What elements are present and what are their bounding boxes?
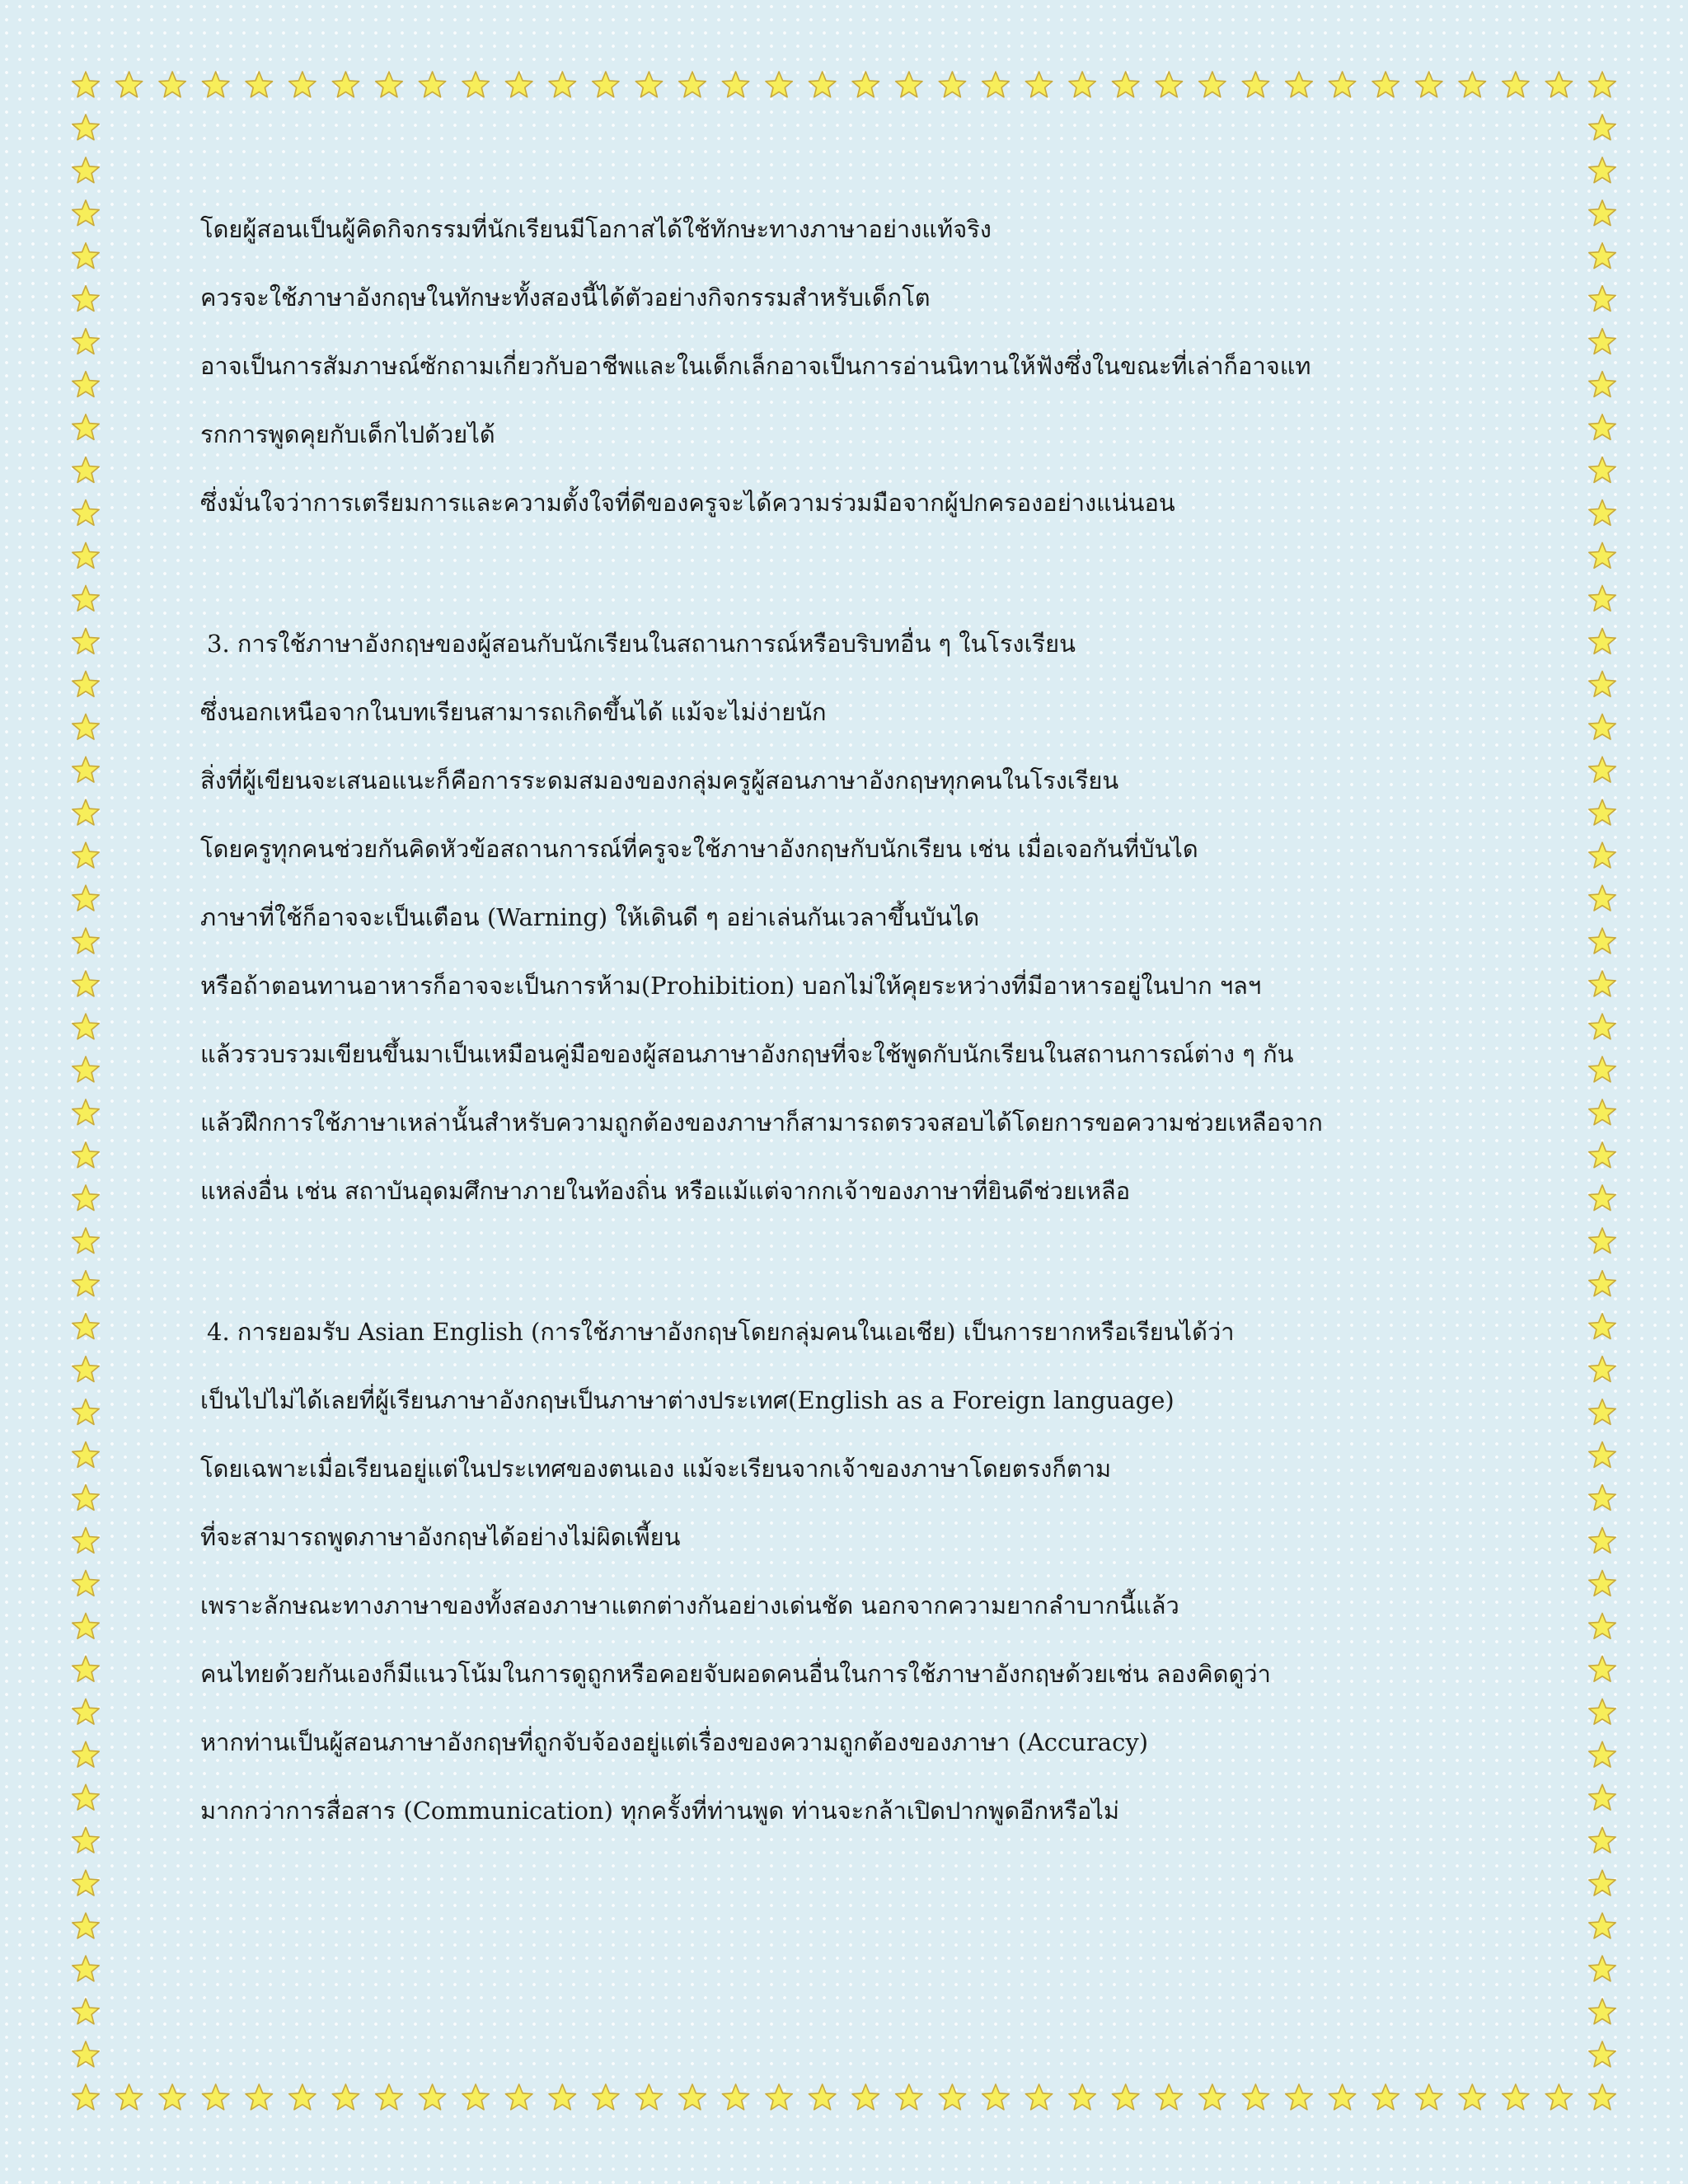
star-icon (1069, 72, 1095, 97)
text-line: ควรจะใช้ภาษาอังกฤษในทักษะทั้งสองนี้ได้ตัวอย่างกิจกรรมสำหรับเด็กโต (200, 284, 931, 312)
star-icon (462, 2084, 489, 2110)
star-icon (896, 2084, 922, 2110)
star-icon (73, 72, 99, 97)
star-icon (1589, 586, 1615, 612)
star-icon (289, 72, 316, 97)
star-icon (73, 543, 99, 569)
star-icon (635, 2084, 662, 2110)
text-line: แล้วรวบรวมเขียนขึ้นมาเป็นเหมือนคู่มือของผู้สอนภาษาอังกฤษที่จะใช้พูดกับนักเรียนในสถานการณ์ต่าง ๆ กัน (200, 1040, 1294, 1068)
text-line: เป็นไปไม่ได้เลยที่ผู้เรียนภาษาอังกฤษเป็นภาษาต่างประเทศ(English as a Foreign language) (200, 1386, 1175, 1414)
text-line: โดยครูทุกคนช่วยกันคิดหัวข้อสถานการณ์ที่ครูจะใช้ภาษาอังกฤษกับนักเรียน เช่น เมื่อเจอกันที่บันได (200, 835, 1198, 863)
paragraph-activities (200, 202, 1503, 544)
star-icon (766, 72, 792, 97)
star-icon (1113, 2084, 1139, 2110)
star-icon (1589, 1442, 1615, 1468)
star-icon (896, 72, 922, 97)
star-icon (635, 72, 662, 97)
star-icon (73, 243, 99, 269)
star-icon (1589, 500, 1615, 526)
star-icon (73, 2041, 99, 2067)
star-icon (1589, 1870, 1615, 1896)
star-icon (1156, 2084, 1182, 2110)
star-icon (115, 2084, 142, 2110)
paragraph-item-4 (200, 1305, 1503, 1852)
star-icon (1242, 2084, 1268, 2110)
star-icon (1329, 72, 1355, 97)
star-icon (1589, 372, 1615, 397)
star-icon (1589, 200, 1615, 226)
star-icon (1589, 971, 1615, 996)
star-icon (1589, 1827, 1615, 1853)
star-icon (679, 2084, 706, 2110)
star-icon (1459, 2084, 1485, 2110)
star-icon (73, 928, 99, 954)
star-icon (1589, 1099, 1615, 1125)
star-icon (1589, 115, 1615, 140)
text-line: อาจเป็นการสัมภาษณ์ซักถามเกี่ยวกับอาชีพและในเด็กเล็กอาจเป็นการอ่านนิทานให้ฟังซึ่งในขณะที่เล่าก็อาจแท (200, 352, 1311, 380)
star-icon (1372, 72, 1399, 97)
star-icon (1589, 329, 1615, 354)
paragraph-gap (200, 544, 1503, 616)
star-icon (73, 1314, 99, 1339)
star-icon (1025, 72, 1052, 97)
star-icon (1589, 1142, 1615, 1168)
star-icon (73, 1228, 99, 1254)
star-icon (1416, 2084, 1442, 2110)
star-icon (376, 72, 402, 97)
star-icon (246, 2084, 272, 2110)
star-icon (73, 372, 99, 397)
text-line: สิ่งที่ผู้เขียนจะเสนอแนะก็คือการระดมสมองของกลุ่มครูผู้สอนภาษาอังกฤษทุกคนในโรงเรียน (200, 766, 1119, 794)
text-line: ซึ่งมั่นใจว่าการเตรียมการและความตั้งใจที่ดีของครูจะได้ความร่วมมือจากผู้ปกครองอย่างแน่นอน (200, 489, 1175, 517)
star-icon (1589, 1185, 1615, 1211)
star-icon (1589, 799, 1615, 825)
star-icon (549, 2084, 575, 2110)
star-icon (506, 2084, 532, 2110)
star-icon (1589, 928, 1615, 954)
text-line: มากกว่าการสื่อสาร (Communication) ทุกครั้งที่ท่านพูด ท่านจะกล้าเปิดปากพูดอีกหรือไม่ (200, 1797, 1119, 1825)
text-line: แหล่งอื่น เช่น สถาบันอุดมศึกษาภายในท้องถิ่น หรือแม้แต่จากกเจ้าของภาษาที่ยินดีช่วยเหลือ (200, 1177, 1131, 1205)
star-icon (73, 1784, 99, 1810)
star-icon (73, 1185, 99, 1211)
star-icon (73, 885, 99, 911)
star-icon (203, 2084, 229, 2110)
text-line: โดยผู้สอนเป็นผู้คิดกิจกรรมที่นักเรียนมีโอกาสได้ใช้ทักษะทางภาษาอย่างแท้จริง (200, 215, 992, 243)
star-icon (1589, 1228, 1615, 1254)
star-icon (593, 2084, 619, 2110)
star-icon (73, 500, 99, 526)
star-icon (1589, 1699, 1615, 1724)
star-icon (73, 1614, 99, 1639)
star-icon (1156, 72, 1182, 97)
star-icon (722, 72, 748, 97)
star-icon (1589, 1271, 1615, 1296)
star-icon (852, 2084, 879, 2110)
star-icon (332, 72, 359, 97)
star-icon (1589, 1485, 1615, 1511)
star-icon (506, 72, 532, 97)
star-icon (73, 1699, 99, 1724)
star-icon (419, 2084, 445, 2110)
star-icon (1589, 1913, 1615, 1938)
star-icon (1589, 415, 1615, 440)
text-line: เพราะลักษณะทางภาษาของทั้งสองภาษาแตกต่างกันอย่างเด่นชัด นอกจากความยากลำบากนี้แล้ว (200, 1591, 1179, 1619)
text-line: หรือถ้าตอนทานอาหารก็อาจจะเป็นการห้าม(Prohibition) บอกไม่ให้คุยระหว่างที่มีอาหารอยู่ในปาก ฯลฯ (200, 972, 1262, 1000)
star-icon (1329, 2084, 1355, 2110)
star-icon (462, 72, 489, 97)
star-icon (73, 457, 99, 483)
star-icon (1503, 72, 1529, 97)
star-icon (593, 72, 619, 97)
star-icon (203, 72, 229, 97)
star-icon (73, 1571, 99, 1596)
star-icon (73, 757, 99, 782)
star-icon (73, 1014, 99, 1039)
star-icon (73, 157, 99, 183)
star-icon (289, 2084, 316, 2110)
star-icon (1199, 72, 1226, 97)
text-line: ที่จะสามารถพูดภาษาอังกฤษได้อย่างไม่ผิดเพี้ยน (200, 1523, 681, 1551)
text-line: หากท่านเป็นผู้สอนภาษาอังกฤษที่ถูกจับจ้องอยู่แต่เรื่องของความถูกต้องของภาษา (Accuracy) (200, 1728, 1149, 1756)
star-icon (73, 1870, 99, 1896)
star-icon (159, 2084, 185, 2110)
star-icon (73, 842, 99, 868)
star-icon (73, 1099, 99, 1125)
star-icon (419, 72, 445, 97)
star-icon (159, 72, 185, 97)
star-icon (73, 628, 99, 654)
star-icon (73, 115, 99, 140)
star-icon (73, 1827, 99, 1853)
text-line: แล้วฝึกการใช้ภาษาเหล่านั้นสำหรับความถูกต้องของภาษาก็สามารถตรวจสอบได้โดยการขอความช่วยเหลือจาก (200, 1108, 1323, 1137)
star-icon (73, 1999, 99, 2024)
star-icon (73, 671, 99, 696)
star-icon (1589, 286, 1615, 312)
star-icon (1589, 1656, 1615, 1681)
star-icon (1589, 1784, 1615, 1810)
star-icon (1589, 842, 1615, 868)
star-icon (1589, 628, 1615, 654)
star-icon (73, 200, 99, 226)
star-icon (73, 1528, 99, 1554)
star-icon (1589, 1357, 1615, 1382)
star-icon (73, 971, 99, 996)
star-icon (1025, 2084, 1052, 2110)
star-icon (1589, 2041, 1615, 2067)
star-icon (1589, 72, 1615, 97)
text-line: 3. การใช้ภาษาอังกฤษของผู้สอนกับนักเรียนในสถานการณ์หรือบริบทอื่น ๆ ในโรงเรียน (207, 630, 1076, 658)
star-icon (1113, 72, 1139, 97)
star-icon (73, 1057, 99, 1082)
star-icon (1069, 2084, 1095, 2110)
text-line: คนไทยด้วยกันเองก็มีแนวโน้มในการดูถูกหรือคอยจับผอดคนอื่นในการใช้ภาษาอังกฤษด้วยเช่น ลองคิดดูว่า (200, 1660, 1271, 1688)
star-icon (115, 72, 142, 97)
star-icon (73, 1741, 99, 1767)
star-icon (852, 72, 879, 97)
star-icon (1589, 2084, 1615, 2110)
star-icon (939, 72, 965, 97)
star-icon (1589, 671, 1615, 696)
star-icon (1589, 1956, 1615, 1981)
star-icon (73, 2084, 99, 2110)
star-icon (1589, 757, 1615, 782)
star-icon (1503, 2084, 1529, 2110)
star-icon (73, 586, 99, 612)
star-icon (73, 1142, 99, 1168)
star-icon (1589, 1399, 1615, 1425)
star-icon (73, 1399, 99, 1425)
star-icon (939, 2084, 965, 2110)
star-icon (1589, 1571, 1615, 1596)
star-icon (1589, 1314, 1615, 1339)
star-icon (73, 1271, 99, 1296)
star-icon (246, 72, 272, 97)
paragraph-gap (200, 1232, 1503, 1305)
star-icon (1286, 2084, 1312, 2110)
star-icon (73, 1913, 99, 1938)
star-icon (1545, 2084, 1572, 2110)
star-icon (1286, 72, 1312, 97)
star-icon (1459, 72, 1485, 97)
star-icon (73, 286, 99, 312)
star-icon (1372, 2084, 1399, 2110)
star-icon (1416, 72, 1442, 97)
star-icon (1199, 2084, 1226, 2110)
star-icon (73, 1956, 99, 1981)
star-icon (1589, 1057, 1615, 1082)
star-icon (1589, 885, 1615, 911)
star-icon (1589, 1614, 1615, 1639)
star-icon (1589, 1528, 1615, 1554)
star-icon (1589, 1014, 1615, 1039)
star-icon (722, 2084, 748, 2110)
star-icon (73, 329, 99, 354)
star-icon (73, 415, 99, 440)
star-icon (982, 72, 1009, 97)
star-icon (1589, 1999, 1615, 2024)
star-icon (809, 72, 836, 97)
star-icon (549, 72, 575, 97)
star-icon (376, 2084, 402, 2110)
star-icon (1589, 1741, 1615, 1767)
star-icon (1545, 72, 1572, 97)
star-icon (1589, 714, 1615, 739)
star-icon (1589, 457, 1615, 483)
star-icon (982, 2084, 1009, 2110)
star-icon (679, 72, 706, 97)
text-line: 4. การยอมรับ Asian English (การใช้ภาษาอังกฤษโดยกลุ่มคนในเอเชีย) เป็นการยากหรือเรียนได้ว่า (207, 1318, 1235, 1346)
star-icon (1589, 243, 1615, 269)
star-icon (1589, 543, 1615, 569)
star-icon (1589, 157, 1615, 183)
paragraph-item-3 (200, 616, 1503, 1232)
star-icon (766, 2084, 792, 2110)
star-icon (73, 1442, 99, 1468)
text-line: ภาษาที่ใช้ก็อาจจะเป็นเตือน (Warning) ให้เดินดี ๆ อย่าเล่นกันเวลาขึ้นบันได (200, 903, 980, 931)
star-icon (73, 1357, 99, 1382)
star-icon (73, 714, 99, 739)
text-line: โดยเฉพาะเมื่อเรียนอยู่แต่ในประเทศของตนเอง แม้จะเรียนจากเจ้าของภาษาโดยตรงก็ตาม (200, 1455, 1112, 1483)
star-icon (73, 799, 99, 825)
text-line: ซึ่งนอกเหนือจากในบทเรียนสามารถเกิดขึ้นได้ แม้จะไม่ง่ายนัก (200, 698, 827, 726)
star-icon (809, 2084, 836, 2110)
star-icon (73, 1485, 99, 1511)
star-icon (73, 1656, 99, 1681)
star-icon (1242, 72, 1268, 97)
text-line: รกการพูดคุยกับเด็กไปด้วยได้ (200, 420, 495, 448)
document-body (200, 202, 1503, 1852)
star-icon (332, 2084, 359, 2110)
